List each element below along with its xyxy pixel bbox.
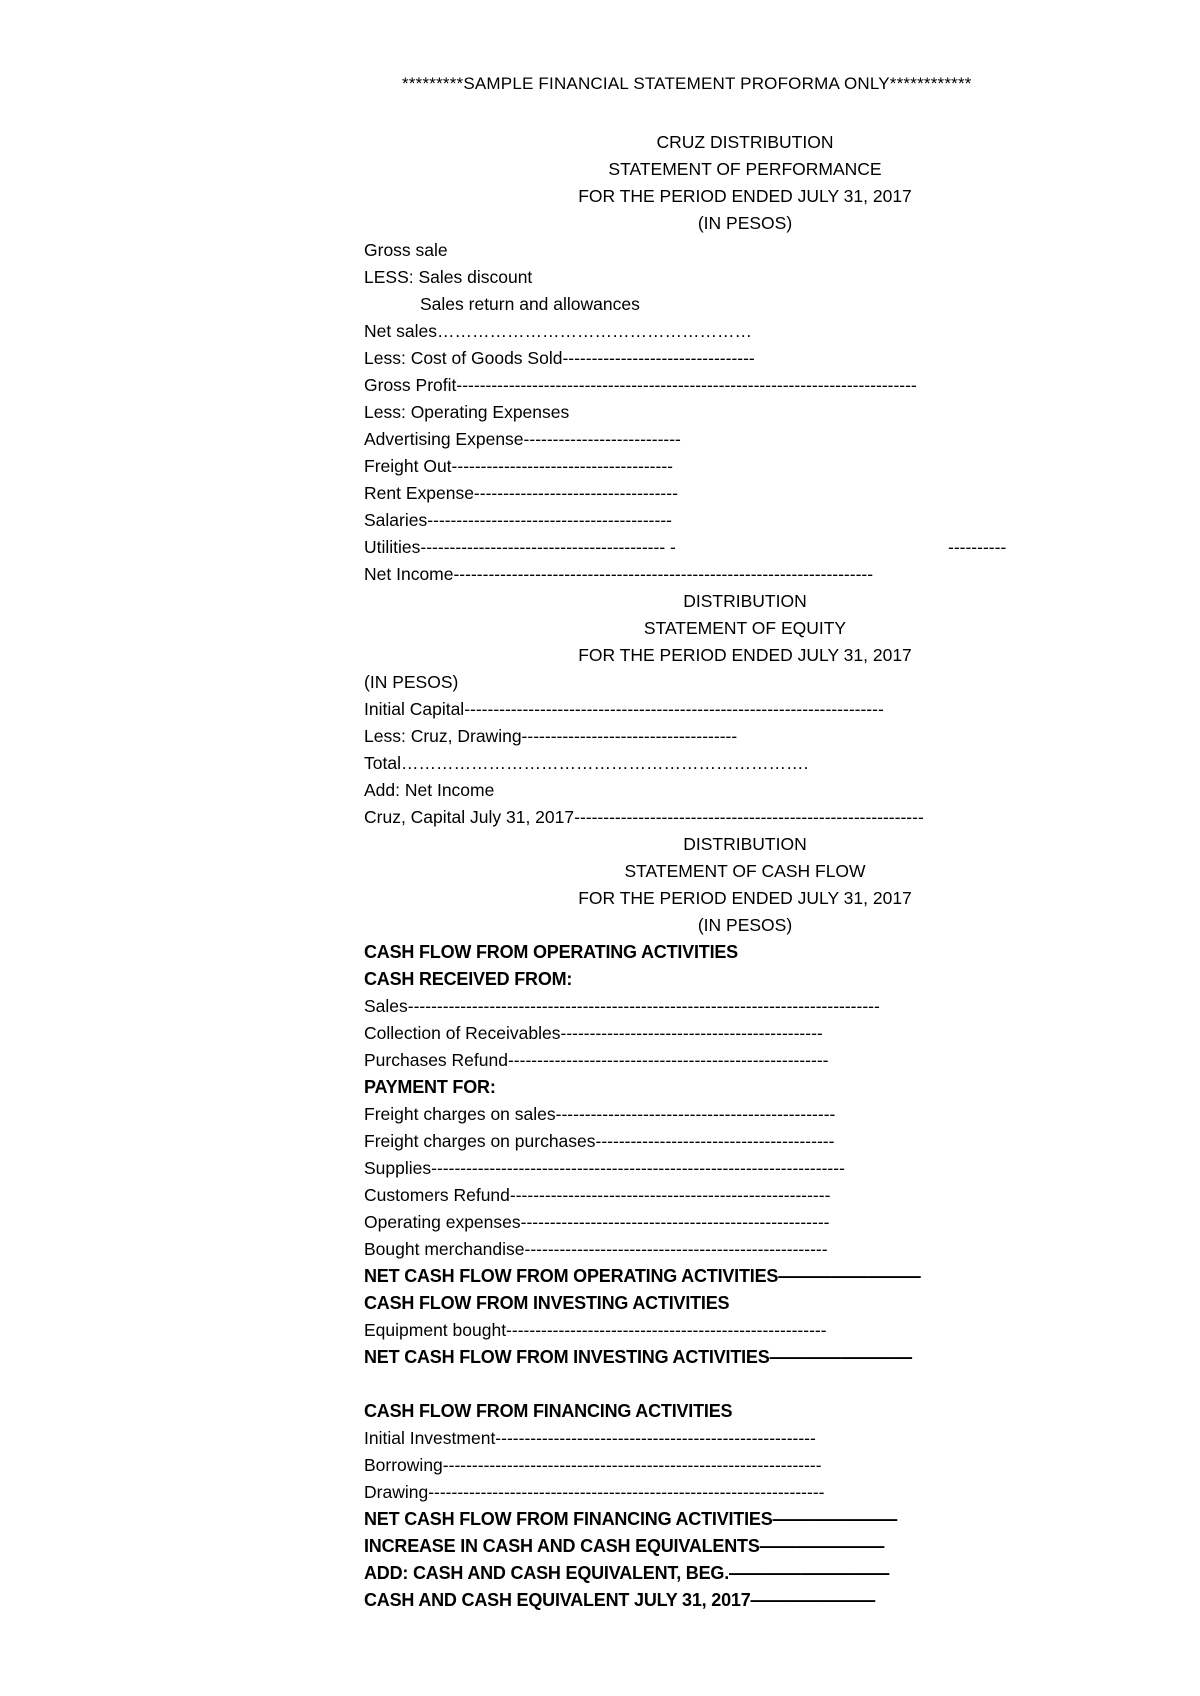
line-cf-customers-refund: Customers Refund-------------------------------------------------------	[364, 1185, 831, 1205]
line-initial-capital: Initial Capital------------------------------------------------------------------------	[364, 699, 884, 719]
line-increase-cash: INCREASE IN CASH AND CASH EQUIVALENTS———————	[364, 1536, 885, 1556]
line-add-net-income: Add: Net Income	[364, 780, 495, 800]
line-advertising: Advertising Expense---------------------------	[364, 429, 681, 449]
line-rent: Rent Expense-----------------------------------	[364, 483, 678, 503]
line-salaries: Salaries------------------------------------------	[364, 510, 672, 530]
line-cf-bought-merchandise: Bought merchandise----------------------------------------------------	[364, 1239, 828, 1259]
line-sales-return: Sales return and allowances	[420, 294, 640, 314]
performance-company: CRUZ DISTRIBUTION	[656, 132, 834, 152]
line-cf-equipment: Equipment bought-------------------------------------------------------	[364, 1320, 827, 1340]
equity-period: FOR THE PERIOD ENDED JULY 31, 2017	[578, 645, 912, 665]
line-cf-freight-purchases: Freight charges on purchases-----------------------------------------	[364, 1131, 835, 1151]
cashflow-period: FOR THE PERIOD ENDED JULY 31, 2017	[578, 888, 912, 908]
heading-operating: CASH FLOW FROM OPERATING ACTIVITIES	[364, 942, 738, 962]
line-cf-drawing: Drawing--------------------------------------------------------------------	[364, 1482, 825, 1502]
line-gross-sale: Gross sale	[364, 240, 448, 260]
line-net-operating: NET CASH FLOW FROM OPERATING ACTIVITIES————————	[364, 1266, 921, 1286]
cashflow-company: DISTRIBUTION	[683, 834, 807, 854]
line-net-sales: Net sales………………………………………………	[364, 321, 752, 341]
equity-currency: (IN PESOS)	[364, 672, 459, 692]
line-cash-beginning: ADD: CASH AND CASH EQUIVALENT, BEG.—————————	[364, 1563, 890, 1583]
line-net-income: Net Income------------------------------------------------------------------------	[364, 564, 874, 584]
line-net-investing: NET CASH FLOW FROM INVESTING ACTIVITIES————————	[364, 1347, 912, 1367]
line-cash-ending: CASH AND CASH EQUIVALENT JULY 31, 2017———————	[364, 1590, 876, 1610]
line-freight-out: Freight Out--------------------------------------	[364, 456, 673, 476]
line-utilities: Utilities------------------------------------------ -	[364, 537, 676, 557]
equity-title: STATEMENT OF EQUITY	[643, 618, 847, 638]
line-cf-sales: Sales---------------------------------------------------------------------------------	[364, 996, 880, 1016]
line-drawing: Less: Cruz, Drawing-------------------------------------	[364, 726, 738, 746]
performance-title: STATEMENT OF PERFORMANCE	[608, 159, 882, 179]
cashflow-currency: (IN PESOS)	[697, 915, 793, 935]
line-cf-operating-expenses: Operating expenses-----------------------------------------------------	[364, 1212, 830, 1232]
line-gross-profit: Gross Profit-------------------------------------------------------------------------------	[364, 375, 917, 395]
line-ending-capital: Cruz, Capital July 31, 2017------------------------------------------------------------	[364, 807, 924, 827]
line-cost-of-goods: Less: Cost of Goods Sold---------------------------------	[364, 348, 755, 368]
utilities-total-dashes: ----------	[948, 537, 1007, 557]
line-cf-supplies: Supplies-----------------------------------------------------------------------	[364, 1158, 845, 1178]
performance-period: FOR THE PERIOD ENDED JULY 31, 2017	[578, 186, 912, 206]
line-cf-initial-investment: Initial Investment-------------------------------------------------------	[364, 1428, 816, 1448]
line-cf-freight-sales: Freight charges on sales------------------------------------------------	[364, 1104, 836, 1124]
heading-cash-received: CASH RECEIVED FROM:	[364, 969, 573, 989]
heading-investing: CASH FLOW FROM INVESTING ACTIVITIES	[364, 1293, 730, 1313]
line-operating-expenses: Less: Operating Expenses	[364, 402, 570, 422]
sample-banner: *********SAMPLE FINANCIAL STATEMENT PROFORMA ONLY************	[402, 74, 972, 93]
line-cf-collection: Collection of Receivables---------------------------------------------	[364, 1023, 823, 1043]
line-net-financing: NET CASH FLOW FROM FINANCING ACTIVITIES———————	[364, 1509, 898, 1529]
line-sales-discount: LESS: Sales discount	[364, 267, 533, 287]
line-cf-purchases-refund: Purchases Refund-------------------------------------------------------	[364, 1050, 829, 1070]
line-cf-borrowing: Borrowing-----------------------------------------------------------------	[364, 1455, 822, 1475]
line-total: Total…………………………………………………………….	[364, 753, 809, 773]
cashflow-title: STATEMENT OF CASH FLOW	[624, 861, 866, 881]
performance-currency: (IN PESOS)	[697, 213, 793, 233]
heading-payment-for: PAYMENT FOR:	[364, 1077, 496, 1097]
heading-financing: CASH FLOW FROM FINANCING ACTIVITIES	[364, 1401, 733, 1421]
equity-company: DISTRIBUTION	[683, 591, 807, 611]
